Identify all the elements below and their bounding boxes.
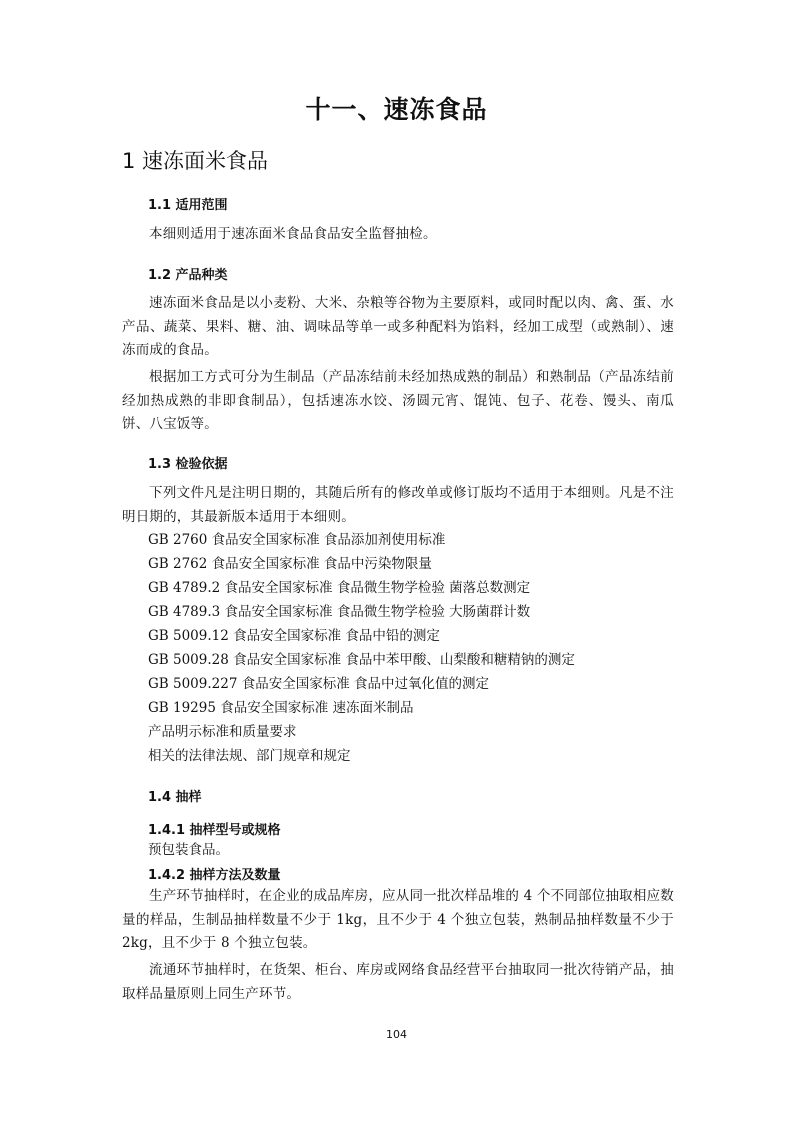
sampling-paragraph-2: 流通环节抽样时，在货架、柜台、库房或网络食品经营平台抽取同一批次待销产品，抽取样品量原则上同生产环节。 xyxy=(122,962,674,1002)
ref-item: 相关的法律法规、部门规章和规定 xyxy=(148,748,351,764)
ref-item: GB 19295 食品安全国家标准 速冻面米制品 xyxy=(148,700,414,716)
sampling-paragraph-1: 生产环节抽样时，在企业的成品库房，应从同一批次样品堆的 4 个不同部位抽取相应数量的样品，生制品抽样数量不少于 1kg，且不少于 4 个独立包装，熟制品抽样数量不少于 2kg，且不少于 8 个独立包装。 xyxy=(122,888,674,951)
heading-1-4-1: 1.4.1 抽样型号或规格 xyxy=(148,823,281,838)
scope-text: 本细则适用于速冻面米食品食品安全监督抽检。 xyxy=(149,226,437,242)
page-title: 十一、速冻食品 xyxy=(305,95,488,124)
heading-1-2: 1.2 产品种类 xyxy=(148,268,228,283)
basis-paragraph: 下列文件凡是注明日期的，其随后所有的修改单或修订版均不适用于本细则。凡是不注明日期的，其最新版本适用于本细则。 xyxy=(122,485,674,525)
heading-1-3: 1.3 检验依据 xyxy=(148,457,228,472)
ref-item: GB 4789.3 食品安全国家标准 食品微生物学检验 大肠菌群计数 xyxy=(148,604,531,620)
ref-item: 产品明示标准和质量要求 xyxy=(148,724,297,740)
heading-1-1: 1.1 适用范围 xyxy=(148,198,228,213)
ref-item: GB 4789.2 食品安全国家标准 食品微生物学检验 菌落总数测定 xyxy=(148,580,531,596)
page-number: 104 xyxy=(386,1028,407,1041)
heading-1-4-2: 1.4.2 抽样方法及数量 xyxy=(148,868,281,883)
product-type-paragraph-2: 根据加工方式可分为生制品（产品冻结前未经加热成熟的制品）和熟制品（产品冻结前经加热成熟的非即食制品），包括速冻水饺、汤圆元宵、馄饨、包子、花卷、馒头、南瓜饼、八宝饭等。 xyxy=(122,369,674,432)
ref-item: GB 2762 食品安全国家标准 食品中污染物限量 xyxy=(148,556,432,572)
product-type-paragraph-1: 速冻面米食品是以小麦粉、大米、杂粮等谷物为主要原料，或同时配以肉、禽、蛋、水产品、蔬菜、果料、糖、油、调味品等单一或多种配料为馅料，经加工成型（或熟制）、速冻而成的食品。 xyxy=(122,295,674,358)
ref-item: GB 5009.12 食品安全国家标准 食品中铅的测定 xyxy=(148,628,440,644)
section-heading: 1 速冻面米食品 xyxy=(122,149,269,173)
ref-item: GB 5009.227 食品安全国家标准 食品中过氧化值的测定 xyxy=(148,676,489,692)
ref-item: GB 2760 食品安全国家标准 食品添加剂使用标准 xyxy=(148,532,446,548)
heading-1-4: 1.4 抽样 xyxy=(148,790,202,805)
ref-item: GB 5009.28 食品安全国家标准 食品中苯甲酸、山梨酸和糖精钠的测定 xyxy=(148,652,575,668)
sample-spec-text: 预包装食品。 xyxy=(148,842,229,858)
